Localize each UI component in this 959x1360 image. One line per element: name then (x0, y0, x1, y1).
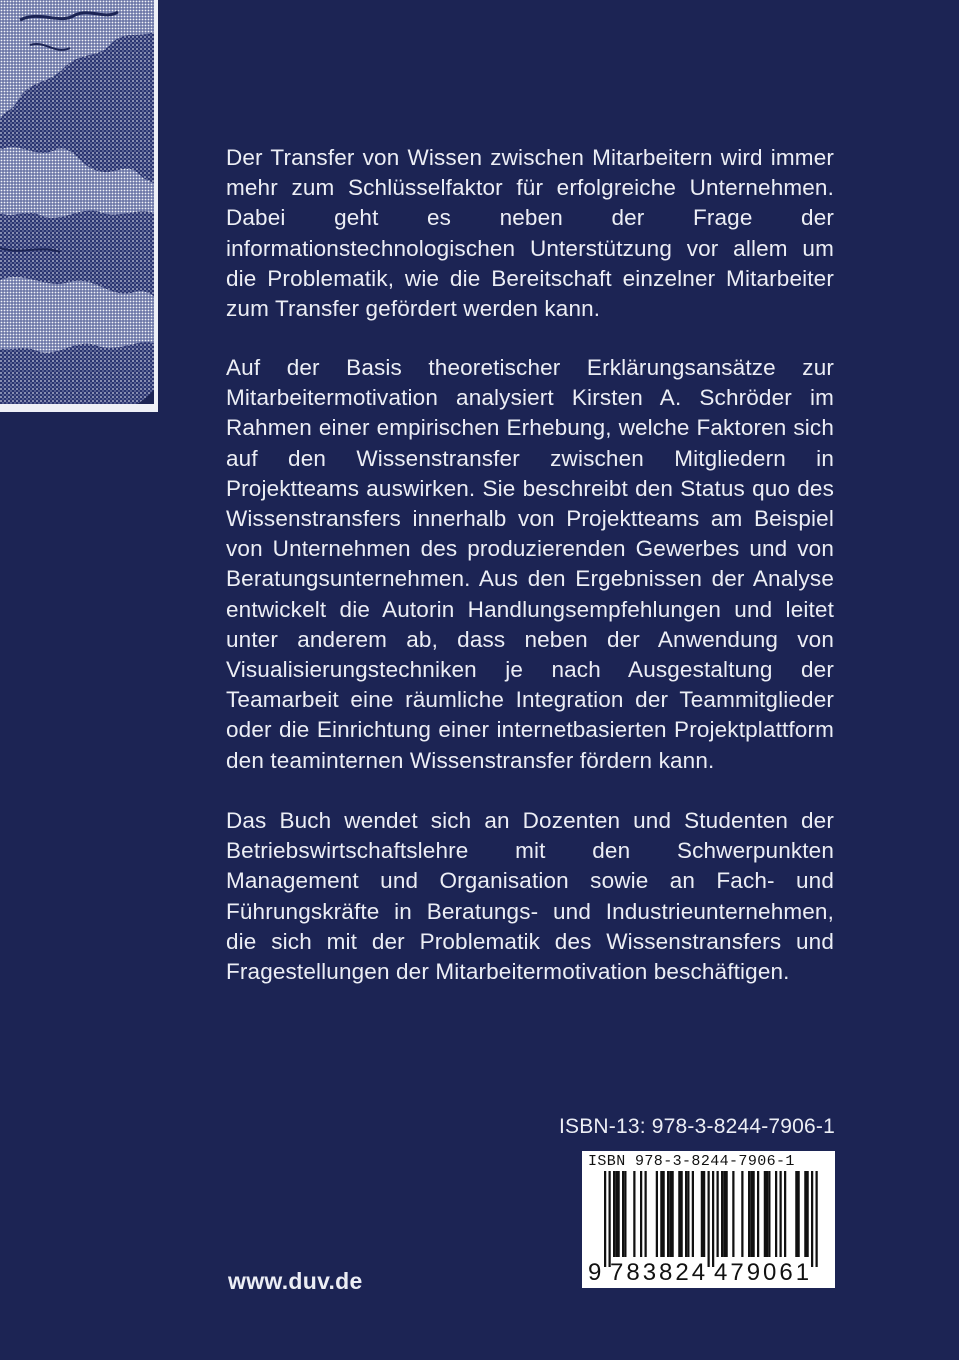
barcode-bar (615, 1171, 617, 1257)
barcode-bar (609, 1171, 611, 1267)
barcode-bar (687, 1171, 689, 1257)
barcode-bar (753, 1171, 755, 1257)
barcode-bar (618, 1171, 620, 1257)
barcode-bar (604, 1171, 606, 1267)
description-paragraph-1: Der Transfer von Wissen zwischen Mitarbeitern wird immer mehr zum Schlüsselfaktor für erfolgreiche Unternehmen. Dabei geht es neben der Frage der informationstechnologischen Unterstützung vor allem um die Problematik, wie die Bereitschaft einzelner Mitarbeiter zum Transfer gefördert werden kann. (226, 145, 834, 322)
barcode-bar (717, 1171, 719, 1257)
barcode-bar (633, 1171, 635, 1257)
barcode (582, 1151, 835, 1288)
barcode-bar (775, 1171, 777, 1257)
barcode-bar (624, 1171, 626, 1257)
barcode-bar (784, 1171, 786, 1257)
barcode-bar (807, 1171, 809, 1257)
barcode-bar (748, 1171, 750, 1257)
barcode-bar (708, 1171, 710, 1267)
barcode-bar (757, 1171, 759, 1257)
isbn-label: ISBN-13: 978-3-8244-7906-1 (558, 1115, 835, 1138)
barcode-bar (663, 1171, 665, 1257)
barcode-bar (816, 1171, 818, 1267)
barcode-bar (721, 1171, 723, 1257)
barcode-bar (672, 1171, 674, 1257)
barcode-right-group: 479061 (714, 1259, 813, 1286)
barcode-bar (750, 1171, 752, 1257)
barcode-bar (692, 1171, 694, 1257)
barcode-bar (811, 1171, 813, 1267)
barcode-bar (764, 1171, 766, 1257)
barcode-bar (640, 1171, 642, 1257)
barcode-bar (732, 1171, 734, 1257)
barcode-bars (588, 1171, 829, 1267)
barcode-bar (723, 1171, 725, 1257)
barcode-bar (766, 1171, 768, 1257)
barcode-bar (798, 1171, 800, 1257)
barcode-bar (685, 1171, 687, 1257)
barcode-bar (712, 1171, 714, 1267)
barcode-bar (768, 1171, 770, 1257)
barcode-bar (795, 1171, 797, 1257)
description-paragraph-2: Auf der Basis theoretischer Erklärungsansätze zur Mitarbeitermotivation analysiert Kirsten A. Schröder im Rahmen einer empirischen Erhebung, welche Faktoren sich auf den Wissenstransfer zwischen Mitgliedern in Projektteams auswirken. Sie beschreibt den Status quo des Wissenstransfers innerhalb von Projektteams am Beispiel von Unternehmen des produzierenden Gewerbes und von Beratungsunternehmen. Aus den Ergebnissen der Analyse entwickelt die Autorin Handlungsempfehlungen und leitet unter anderem ab, dass neben der Anwendung von Visualisierungstechniken je nach Ausgestaltung der Teamarbeit eine räumliche Integration der Teammitglieder oder die Einrichtung einer internetbasierten Projektplattform den teaminternen Wissenstransfer fördern kann. (226, 355, 834, 773)
barcode-bar (804, 1171, 806, 1257)
barcode-first-digit: 9 (588, 1259, 602, 1286)
publisher-website: www.duv.de (228, 1268, 363, 1294)
barcode-bar (678, 1171, 680, 1257)
barcode-bar (645, 1171, 647, 1257)
barcode-bar (703, 1171, 705, 1257)
barcode-bar (741, 1171, 743, 1257)
barcode-left-group: 783824 (610, 1259, 709, 1286)
barcode-bar (681, 1171, 683, 1257)
barcode-bar (701, 1171, 703, 1257)
barcode-bar (669, 1171, 671, 1257)
barcode-bar (726, 1171, 728, 1257)
barcode-isbn-text: ISBN 978-3-8244-7906-1 (588, 1153, 795, 1170)
barcode-bar (622, 1171, 624, 1257)
barcode-bar (660, 1171, 662, 1257)
barcode-bar (667, 1171, 669, 1257)
globe-image (0, 0, 158, 412)
barcode-bar (613, 1171, 615, 1257)
description-paragraph-3: Das Buch wendet sich an Dozenten und Studenten der Betriebswirtschaftslehre mit den Schwerpunkten Management und Organisation sowie an Fach- und Führungskräfte in Beratungs- und Industrieunternehmen, die sich mit der Problematik des Wissenstransfers und Fragestellungen der Mitarbeitermotivation beschäftigen. (226, 808, 834, 985)
barcode-bar (656, 1171, 658, 1257)
barcode-bar (780, 1171, 782, 1257)
